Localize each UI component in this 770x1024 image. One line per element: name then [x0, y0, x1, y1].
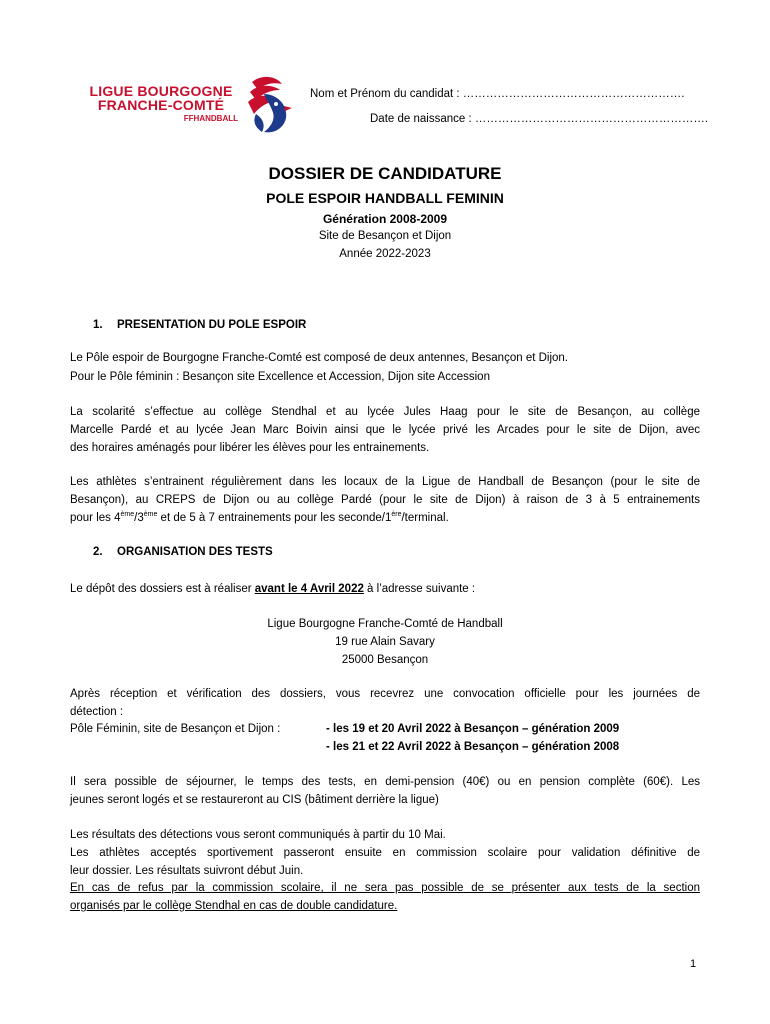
p3-sup-1: ème [120, 511, 135, 518]
year-label: Année 2022-2023 [339, 248, 431, 260]
league-logo [82, 78, 294, 140]
results-line-3: leur dossier. Les résultats suivront début Juin. [70, 865, 304, 877]
results-line-1: Les résultats des détections vous seront communiqués à partir du 10 Mai. [70, 829, 446, 841]
p3-text-b: /3 [134, 512, 144, 524]
p3-sup-2: ème [143, 511, 158, 518]
address-line-3: 25000 Besançon [341, 654, 429, 666]
logo-line-2: FRANCHE-COMTÉ [97, 97, 225, 113]
section-1-paragraph-2-line-2: Marcelle Pardé et au lycée Jean Marc Boivin ainsi que le lycée privé les Arcades pour le site de Dijon, avec [70, 424, 700, 436]
candidate-name-field: Nom et Prénom du candidat : …………………………………………………. [310, 88, 685, 100]
section-1-paragraph-3-line-2: Besançon), au CREPS de Dijon ou au collège Pardé (pour le site de Dijon) à raison de 3 à 5 entrainements [70, 494, 700, 506]
generation-label: Génération 2008-2009 [322, 212, 448, 226]
p3-text-d: /terminal. [401, 512, 449, 524]
section-1-paragraph-2-line-3: des horaires aménagés pour libérer les élèves pour les entrainements. [70, 442, 430, 454]
p3-text-c: et de 5 à 7 entrainements pour les seconde/1 [157, 512, 392, 524]
reception-line-1: Après réception et vérification des dossiers, vous recevrez une convocation officielle pour les journées de [70, 688, 700, 700]
date-generation-2008: - les 21 et 22 Avril 2022 à Besançon – génération 2008 [326, 741, 620, 753]
page-number: 1 [690, 958, 697, 970]
document-title: DOSSIER DE CANDIDATURE [268, 164, 502, 183]
address-line-2: 19 rue Alain Savary [335, 636, 435, 648]
refusal-line-1: En cas de refus par la commission scolaire, il ne sera pas possible de se présenter aux tests de la section [70, 882, 700, 894]
section-1-paragraph-1-line-1: Le Pôle espoir de Bourgogne Franche-Comté est composé de deux antennes, Besançon et Dijon. [70, 352, 569, 364]
section-1-paragraph-2-line-1: La scolarité s’effectue au collège Stendhal et au lycée Jules Haag pour le site de Besançon, au collège [70, 406, 700, 418]
section-2-heading [93, 546, 273, 558]
section-1-heading [93, 319, 306, 331]
dates-label: Pôle Féminin, site de Besançon et Dijon : [70, 723, 281, 735]
deposit-sentence [70, 583, 700, 595]
address-line-1: Ligue Bourgogne Franche-Comté de Handball [267, 618, 503, 630]
section-1-paragraph-1-line-2: Pour le Pôle féminin : Besançon site Excellence et Accession, Dijon site Accession [70, 371, 490, 383]
section-2-number: 2. [93, 546, 103, 558]
site-label: Site de Besançon et Dijon [318, 230, 452, 242]
deposit-text-c: à l’adresse suivante : [363, 583, 476, 595]
section-2-title: ORGANISATION DES TESTS [117, 546, 273, 558]
rooster-emblem-icon [242, 74, 294, 138]
section-1-paragraph-3-line-3 [70, 512, 700, 524]
section-1-number: 1. [93, 319, 103, 331]
birth-date-field: Date de naissance : ……………………………………………………. [370, 113, 709, 125]
section-1-paragraph-3-line-1: Les athlètes s’entrainent régulièrement dans les locaux de la Ligue de Handball de Besançon (pour le site de [70, 476, 700, 488]
deposit-deadline: avant le 4 Avril 2022 [254, 583, 364, 595]
deposit-text-a: Le dépôt des dossiers est à réaliser [70, 583, 255, 595]
results-line-2: Les athlètes acceptés sportivement passeront ensuite en commission scolaire pour validation définitive de [70, 847, 700, 859]
document-subtitle: POLE ESPOIR HANDBALL FEMININ [266, 190, 504, 206]
p3-text-a: pour les 4 [70, 512, 121, 524]
stay-line-2: jeunes seront logés et se restaureront au CIS (bâtiment derrière la ligue) [70, 794, 439, 806]
section-1-title: PRESENTATION DU POLE ESPOIR [117, 319, 307, 331]
p3-sup-3: ère [391, 511, 402, 518]
logo-wordmark [82, 84, 240, 124]
reception-line-2: détection : [70, 706, 124, 718]
refusal-line-2: organisés par le collège Stendhal en cas de double candidature. [70, 900, 398, 912]
logo-line-1: LIGUE BOURGOGNE [89, 83, 233, 99]
stay-line-1: Il sera possible de séjourner, le temps des tests, en demi-pension (40€) ou en pension complète (60€). Les [70, 776, 700, 788]
date-generation-2009: - les 19 et 20 Avril 2022 à Besançon – génération 2009 [326, 723, 620, 735]
logo-line-3: FFHANDBALL [183, 114, 238, 123]
